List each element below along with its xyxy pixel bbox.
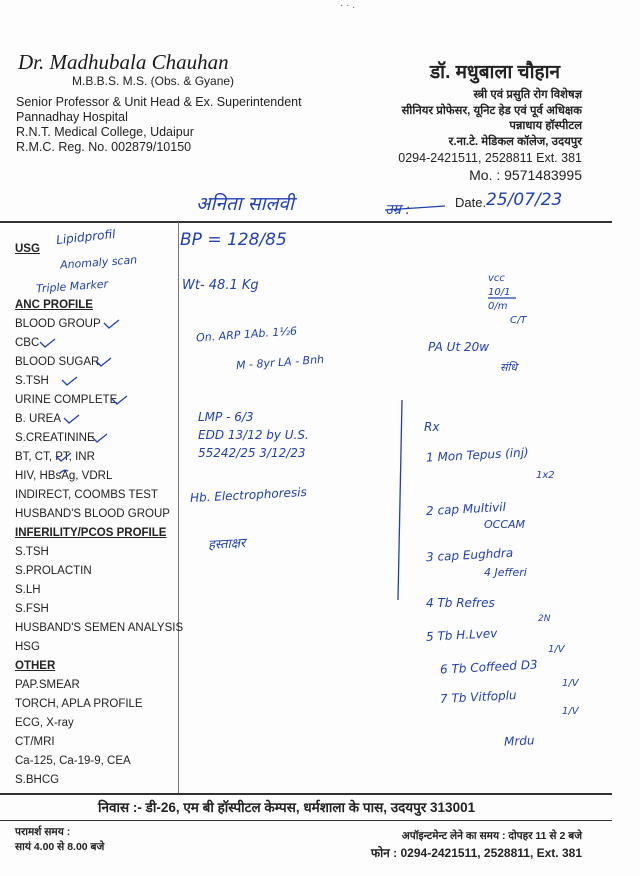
detail-line: R.N.T. Medical College, Udaipur bbox=[16, 125, 194, 139]
list-item: HUSBAND'S BLOOD GROUP bbox=[15, 508, 170, 520]
medicine-dose: 4 Jefferi bbox=[484, 566, 527, 579]
medicine-dose: 1/V bbox=[562, 678, 579, 689]
rx-symbol: Rx bbox=[424, 420, 440, 434]
check-icon bbox=[104, 320, 119, 328]
side-note bbox=[488, 272, 526, 328]
detail-line: R.M.C. Reg. No. 002879/10150 bbox=[16, 140, 192, 154]
usg-heading: USG bbox=[15, 243, 40, 255]
patient-name: अनिता सालवी bbox=[196, 193, 294, 215]
note-line: C/T bbox=[510, 315, 527, 326]
note-line: LMP - 6/3 bbox=[198, 410, 254, 424]
detail-line: पन्नाधाय हॉस्पीटल bbox=[509, 120, 582, 132]
medicine-item: 3 cap Eughdra bbox=[425, 545, 514, 565]
check-icon bbox=[62, 377, 77, 385]
age-label: उम्र : bbox=[385, 202, 411, 218]
doctor-name-hindi: डॉ. मधुबाला चौहान bbox=[430, 62, 561, 83]
list-item: INDIRECT, COOMBS TEST bbox=[15, 489, 158, 501]
pa-note-2: संधि bbox=[500, 361, 518, 374]
infertility-heading: INFERILITY/PCOS PROFILE bbox=[15, 527, 167, 539]
medicine-item: Mrdu bbox=[503, 733, 535, 749]
note-line: 10/1 bbox=[488, 287, 511, 298]
obs-note: M - 8yr LA - Bnh bbox=[235, 352, 325, 373]
check-icon bbox=[96, 358, 111, 366]
note-line: vcc bbox=[488, 273, 505, 284]
weight-note: Wt- 48.1 Kg bbox=[182, 278, 259, 293]
date-value: 25/07/23 bbox=[486, 190, 563, 210]
note-line: 55242/25 3/12/23 bbox=[198, 446, 306, 460]
medicine-dose: 1x2 bbox=[536, 470, 555, 481]
list-item: CT/MRI bbox=[15, 736, 55, 748]
list-item: B. UREA bbox=[15, 413, 62, 425]
mobile-number: Mo. : 9571483995 bbox=[469, 167, 582, 183]
list-item: HUSBAND'S SEMEN ANALYSIS bbox=[15, 622, 184, 634]
usg-note: Triple Marker bbox=[35, 277, 109, 296]
list-item: BLOOD GROUP bbox=[15, 318, 101, 330]
residence-address: निवास :- डी-26, एम बी हॉस्पीटल केम्पस, धर्मशाला के पास, उदयपुर 313001 bbox=[98, 800, 476, 815]
obs-note: On. ARP 1Ab. 1½6 bbox=[195, 324, 298, 345]
lmp-note bbox=[198, 408, 309, 462]
medicine-dose: 1/V bbox=[548, 644, 565, 655]
medicine-item: 6 Tb Coffeed D3 bbox=[439, 657, 538, 677]
list-item: ECG, X-ray bbox=[15, 717, 74, 729]
appointment-info bbox=[371, 828, 582, 862]
list-item: S.TSH bbox=[15, 375, 49, 387]
medicine-item: 4 Tb Refres bbox=[426, 596, 495, 610]
detail-line: Senior Professor & Unit Head & Ex. Superintendent bbox=[16, 95, 302, 109]
list-item: S.PROLACTIN bbox=[15, 565, 92, 577]
usg-note: Lipidprofil bbox=[55, 226, 117, 248]
list-item: TORCH, APLA PROFILE bbox=[15, 698, 143, 710]
list-item: S.FSH bbox=[15, 603, 49, 615]
list-item: S.CREATININE bbox=[15, 432, 95, 444]
medicine-item: 1 Mon Tepus (inj) bbox=[425, 445, 530, 465]
list-item: CBC bbox=[15, 337, 40, 349]
doctor-degrees: M.B.B.S. M.S. (Obs. & Gyane) bbox=[72, 74, 235, 88]
medicine-dose: 2N bbox=[538, 614, 551, 624]
list-item: S.BHCG bbox=[15, 774, 60, 786]
scan-marks: · · . bbox=[340, 0, 355, 11]
check-icon bbox=[40, 339, 55, 347]
detail-line: Pannadhay Hospital bbox=[16, 110, 128, 124]
medicine-item: 2 cap Multivil bbox=[425, 499, 507, 519]
doctor-name-english: Dr. Madhubala Chauhan bbox=[18, 50, 229, 74]
pa-note: PA Ut 20w bbox=[428, 340, 490, 354]
anc-heading: ANC PROFILE bbox=[15, 299, 93, 311]
note-line: 0/m bbox=[488, 301, 508, 312]
medicine-item: 5 Tb H.Lvev bbox=[425, 626, 498, 644]
timing-value: सायं 4.00 से 8.00 बजे bbox=[15, 841, 105, 853]
list-item: BLOOD SUGAR bbox=[15, 356, 100, 368]
list-item: URINE COMPLETE bbox=[15, 394, 118, 406]
medicine-dose: OCCAM bbox=[484, 518, 526, 531]
list-item: HSG bbox=[15, 641, 40, 653]
list-item: S.LH bbox=[15, 584, 41, 596]
list-item: BT, CT, PT, INR bbox=[15, 451, 95, 463]
footer-phone: फोन : 0294-2421511, 2528811, Ext. 381 bbox=[370, 846, 582, 860]
list-item: PAP.SMEAR bbox=[15, 679, 80, 691]
timing-label: परामर्श समय : bbox=[15, 826, 71, 838]
medicine-item: 7 Tb Vitfoplu bbox=[439, 688, 517, 706]
list-item: Ca-125, Ca-19-9, CEA bbox=[15, 755, 131, 767]
check-icon bbox=[60, 470, 68, 473]
detail-line: स्त्री एवं प्रसुति रोग विशेषज्ञ bbox=[473, 89, 582, 101]
check-icon bbox=[64, 415, 79, 423]
check-icon bbox=[92, 434, 107, 442]
usg-note: Anomaly scan bbox=[59, 253, 138, 272]
medicine-dose: 1/V bbox=[562, 706, 579, 717]
list-item: S.TSH bbox=[15, 546, 49, 558]
date-label: Date. bbox=[455, 195, 487, 210]
check-icon bbox=[56, 453, 71, 461]
appointment-time: अपॉइन्टमेन्ट लेने का समय : दोपहर 11 से 2 बजे bbox=[401, 830, 582, 842]
bp-note: BP = 128/85 bbox=[180, 230, 287, 250]
list-item: HIV, HBsAg, VDRL bbox=[15, 470, 113, 482]
phone-number: 0294-2421511, 2528811 Ext. 381 bbox=[398, 151, 582, 165]
detail-line: र.ना.टे. मेडिकल कॉलेज, उदयपुर bbox=[448, 135, 582, 148]
signature-note: हस्ताक्षर bbox=[207, 536, 246, 553]
note-line: EDD 13/12 by U.S. bbox=[198, 428, 309, 442]
check-icon bbox=[112, 396, 127, 404]
consultation-timing bbox=[15, 825, 104, 855]
other-heading: OTHER bbox=[15, 660, 56, 672]
detail-line: सीनियर प्रोफेसर, यूनिट हेड एवं पूर्व अधिक्षक bbox=[401, 104, 582, 117]
hb-note: Hb. Electrophoresis bbox=[189, 484, 308, 506]
